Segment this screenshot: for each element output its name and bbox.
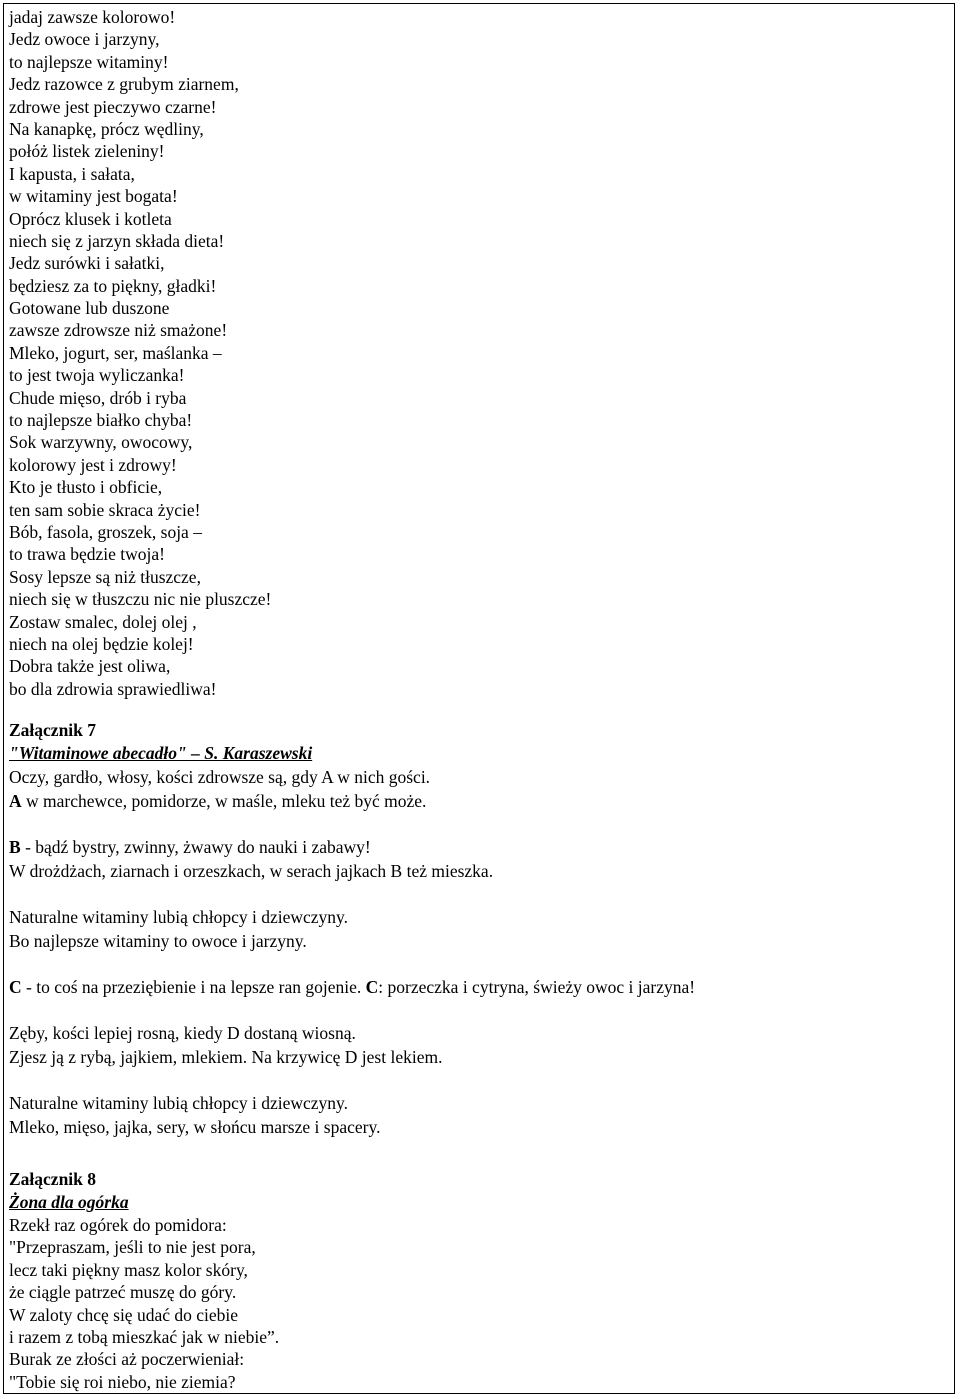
poem-line: zdrowe jest pieczywo czarne! — [9, 96, 217, 117]
spacer — [9, 813, 695, 835]
poem-line: Jedz razowce z grubym ziarnem, — [9, 74, 239, 95]
verse-text: - to coś na przeziębienie i na lepsze ran gojenie. — [21, 977, 366, 997]
poem-line: w witaminy jest bogata! — [9, 186, 178, 207]
poem-line: Dobra także jest oliwa, — [9, 656, 171, 677]
poem-line: Kto je tłusto i obficie, — [9, 477, 163, 498]
verse-line: Mleko, mięso, jajka, sery, w słońcu marsze i spacery. — [9, 1117, 381, 1137]
verse-line — [9, 789, 695, 813]
poem-line: "Przepraszam, jeśli to nie jest pora, — [9, 1237, 256, 1258]
verse-line: Zjesz ją z rybą, jajkiem, mlekiem. Na krzywicę D jest lekiem. — [9, 1047, 443, 1067]
verse-line — [9, 975, 695, 999]
poem-line: Mleko, jogurt, ser, maślanka – — [9, 342, 222, 363]
spacer — [9, 1069, 695, 1091]
poem-line: Burak ze złości aż poczerwieniał: — [9, 1349, 245, 1370]
poem-line: lecz taki piękny masz kolor skóry, — [9, 1259, 248, 1280]
poem-line: to jest twoja wyliczanka! — [9, 365, 185, 386]
poem-line: Bób, fasola, groszek, soja – — [9, 521, 202, 542]
poem-line: to najlepsze białko chyba! — [9, 410, 193, 431]
poem-line: niech na olej będzie kolej! — [9, 633, 194, 654]
poem-line: I kapusta, i sałata, — [9, 163, 135, 184]
poem-line: niech się w tłuszczu nic nie pluszcze! — [9, 589, 272, 610]
vitamin-letter: C — [365, 977, 379, 997]
poem-line: Jedz owoce i jarzyny, — [9, 29, 160, 50]
poem-line: to trawa będzie twoja! — [9, 544, 165, 565]
poem-title: "Witaminowe abecadło" – S. Karaszewski — [9, 743, 313, 763]
poem-line: Oprócz klusek i kotleta — [9, 208, 172, 229]
poem-line: "Tobie się roi niebo, nie ziemia? — [9, 1371, 236, 1392]
poem-line: to najlepsze witaminy! — [9, 51, 169, 72]
document-page — [3, 3, 955, 1394]
attachment-7 — [9, 719, 695, 1139]
poem-line: zawsze zdrowsze niż smażone! — [9, 320, 228, 341]
verse-line: Naturalne witaminy lubią chłopcy i dziewczyny. — [9, 1093, 349, 1113]
poem-line: Rzekł raz ogórek do pomidora: — [9, 1215, 227, 1235]
poem-line: Na kanapkę, prócz wędliny, — [9, 118, 204, 139]
poem-line: Chude mięso, drób i ryba — [9, 387, 187, 408]
poem-line: Jedz surówki i sałatki, — [9, 253, 165, 274]
verse-text: - bądź bystry, zwinny, żwawy do nauki i zabawy! — [20, 837, 371, 857]
attachment-heading: Załącznik 8 — [9, 1169, 97, 1189]
poem-title: Żona dla ogórka — [9, 1192, 129, 1212]
poem-line: będziesz za to piękny, gładki! — [9, 275, 217, 296]
poem-line: że ciągle patrzeć muszę do góry. — [9, 1282, 237, 1303]
verse-text: : porzeczka i cytryna, świeży owoc i jarzyna! — [378, 977, 696, 997]
verse-line — [9, 835, 695, 859]
verse-line: Zęby, kości lepiej rosną, kiedy D dostaną wiosną. — [9, 1023, 356, 1043]
verse-text: w marchewce, pomidorze, w maśle, mleku też być może. — [21, 791, 427, 811]
poem-line: i razem z tobą mieszkać jak w niebie”. — [9, 1326, 280, 1347]
attachment-heading: Załącznik 7 — [9, 720, 97, 740]
poem-line: niech się z jarzyn składa dieta! — [9, 230, 225, 251]
spacer — [9, 883, 695, 905]
attachment-8 — [9, 1168, 279, 1393]
poem-line: ten sam sobie skraca życie! — [9, 499, 201, 520]
verse-line: Oczy, gardło, włosy, kości zdrowsze są, gdy A w nich gości. — [9, 767, 431, 787]
spacer — [9, 999, 695, 1021]
verse-line: W drożdżach, ziarnach i orzeszkach, w serach jajkach B też mieszka. — [9, 861, 494, 881]
poem-line: bo dla zdrowia sprawiedliwa! — [9, 678, 217, 699]
poem-1 — [9, 6, 271, 700]
poem-line: Sok warzywny, owocowy, — [9, 432, 193, 453]
verse-line: Bo najlepsze witaminy to owoce i jarzyny. — [9, 931, 307, 951]
spacer — [9, 953, 695, 975]
poem-line: połóż listek zieleniny! — [9, 141, 165, 162]
vitamin-letter: C — [9, 977, 22, 997]
poem-line: W zaloty chcę się udać do ciebie — [9, 1304, 239, 1325]
poem-line: kolorowy jest i zdrowy! — [9, 454, 177, 475]
vitamin-letter: A — [9, 791, 22, 811]
poem-line: Gotowane lub duszone — [9, 298, 170, 319]
verse-line: Naturalne witaminy lubią chłopcy i dziewczyny. — [9, 907, 349, 927]
poem-line: Sosy lepsze są niż tłuszcze, — [9, 566, 201, 587]
poem-line: Zostaw smalec, dolej olej , — [9, 611, 197, 632]
poem-line: jadaj zawsze kolorowo! — [9, 7, 176, 27]
vitamin-letter: B — [9, 837, 21, 857]
